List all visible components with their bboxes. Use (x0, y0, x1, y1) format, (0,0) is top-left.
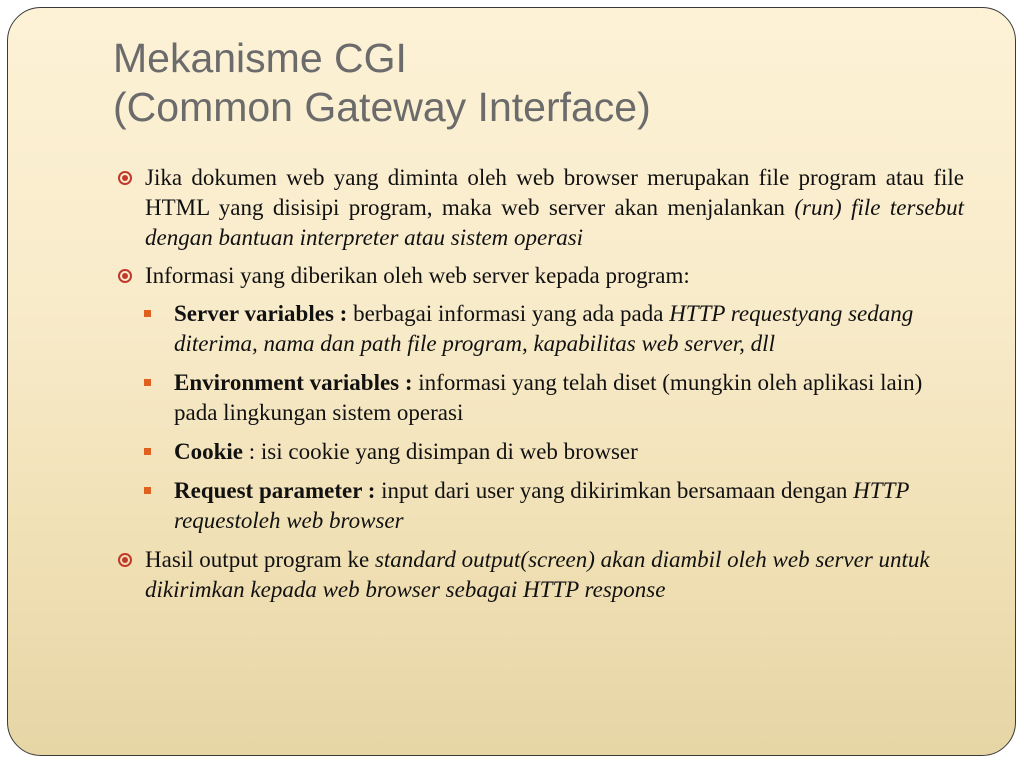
title-line-1: Mekanisme CGI (113, 35, 407, 81)
sub-bullet-environment-variables (114, 368, 964, 428)
bullet-1-italic: (run) file tersebut dengan bantuan interpreter atau sistem operasi (145, 195, 964, 250)
sub-1-bold: Server variables : (174, 301, 348, 326)
bullet-3-text: Hasil output program ke (145, 547, 375, 572)
bullet-item-1 (114, 163, 964, 253)
bullet-item-3 (114, 545, 964, 605)
slide-body (114, 163, 964, 613)
bullet-1-text: Jika dokumen web yang diminta oleh web browser merupakan file program atau file HTML yang disisipi program, maka web server akan menjalankan (145, 165, 964, 220)
sub-4-italic: HTTP requestoleh web browser (174, 478, 909, 533)
circle-bullet-icon (118, 553, 132, 567)
circle-bullet-icon (118, 269, 132, 283)
square-bullet-icon (144, 310, 151, 317)
square-bullet-icon (144, 487, 151, 494)
circle-bullet-icon (118, 171, 132, 185)
sub-bullet-cookie (114, 437, 964, 467)
sub-2-text: informasi yang telah diset (mungkin oleh aplikasi lain) pada lingkungan sistem operasi (174, 370, 923, 425)
title-line-2: (Common Gateway Interface) (113, 84, 651, 130)
sub-2-bold: Environment variables : (174, 370, 413, 395)
sub-1-italic: HTTP requestyang sedang diterima, nama dan path file program, kapabilitas web server, dll (174, 301, 914, 356)
sub-4-text: input dari user yang dikirimkan bersamaan dengan (375, 478, 854, 503)
sub-1-text: berbagai informasi yang ada pada (347, 301, 670, 326)
sub-bullet-server-variables (114, 299, 964, 359)
sub-4-bold: Request parameter : (174, 478, 376, 503)
slide-title (113, 34, 973, 132)
sub-3-text: : isi cookie yang disimpan di web browser (243, 439, 638, 464)
sub-3-bold: Cookie (174, 439, 243, 464)
bullet-3-italic: standard output(screen) akan diambil oleh web server untuk dikirimkan kepada web browser sebagai HTTP response (145, 547, 930, 602)
bullet-item-2 (114, 261, 964, 291)
square-bullet-icon (144, 379, 151, 386)
square-bullet-icon (144, 448, 151, 455)
bullet-2-text: Informasi yang diberikan oleh web server kepada program: (145, 263, 690, 288)
sub-bullet-request-parameter (114, 476, 964, 536)
